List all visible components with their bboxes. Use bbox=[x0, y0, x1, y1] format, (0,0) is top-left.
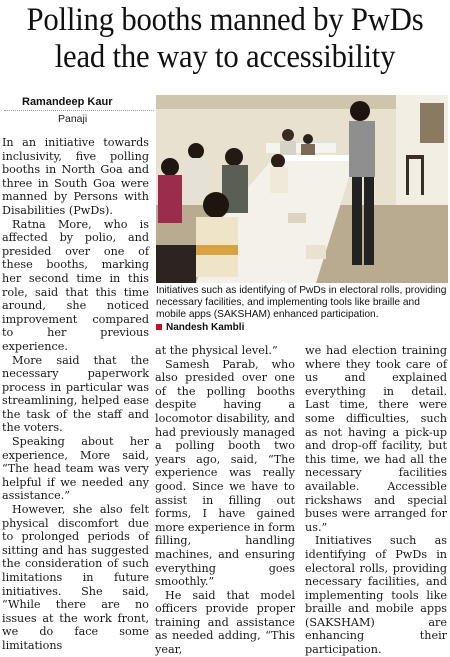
paragraph: However, she also felt physical discomfort due to prolonged periods of sitting and has suggested the consideration of such limitations in future initiatives. She said, “While there are no issues at the work front, we do face some limitations bbox=[2, 503, 149, 652]
byline bbox=[4, 96, 154, 125]
author-name: Ramandeep Kaur bbox=[22, 96, 113, 108]
paragraph: More said that the necessary paperwork process in particular was streamlining, helped ease the task of the staff and the voters. bbox=[2, 353, 149, 435]
photo-credit bbox=[156, 322, 356, 333]
dateline-location: Panaji bbox=[58, 113, 88, 125]
headline-line-2: lead the way to accessibility bbox=[54, 39, 396, 75]
body-column-1 bbox=[2, 136, 149, 652]
paragraph: Ratna More, who is affected by polio, and presided over one of these booths, marking her second time in this role, said that this time around, she noticed improvement compared to her previous experience. bbox=[2, 217, 149, 353]
paragraph: at the physical level.” bbox=[155, 344, 278, 357]
news-photo bbox=[156, 95, 448, 283]
byline-divider bbox=[4, 110, 154, 111]
paragraph: Speaking about her experience, More said, “The head team was very helpful if we needed any assistance.” bbox=[2, 435, 149, 503]
photo-credit-name: Nandesh Kambli bbox=[166, 322, 245, 333]
body-column-2 bbox=[155, 344, 295, 657]
headline bbox=[16, 2, 435, 76]
polling-booth-photo bbox=[156, 95, 448, 283]
paragraph: He said that model officers provide proper training and assistance as needed adding, “This year, bbox=[155, 588, 295, 657]
body-column-3 bbox=[305, 344, 447, 657]
paragraph: we had election training where they took care of us and explained everything in detail. Last time, there were some difficulties, such as not having a pick-up and drop-off facility, but this time, we had all the necessary facilities available. Accessible rickshaws and special buses were arranged for us.” bbox=[305, 344, 447, 534]
paragraph: Samesh Parab, who also presided over one of the polling booths despite having a locomotor disability, and had previously managed a polling booth two years ago, said, “The experience was really good. Since we have to assist in filling out forms, I have gained more experience in form filling, handling machines, and ensuring everything goes smoothly.” bbox=[155, 357, 295, 589]
credit-marker bbox=[156, 324, 162, 330]
headline-line-1: Polling booths manned by PwDs bbox=[26, 2, 424, 38]
paragraph: Initiatives such as identifying of PwDs in electoral rolls, providing necessary facilities, and implementing tools like braille and mobile apps (SAKSHAM) are enhancing their participation. bbox=[305, 534, 447, 657]
paragraph: In an initiative towards inclusivity, five polling booths in North Goa and three in South Goa were manned by Persons with Disabilities (PwDs). bbox=[2, 136, 149, 217]
photo-caption: Initiatives such as identifying of PwDs in electoral rolls, providing necessary facilities, and implementing tools like braille and mobile apps (SAKSHAM) enhanced participation. bbox=[156, 285, 447, 321]
